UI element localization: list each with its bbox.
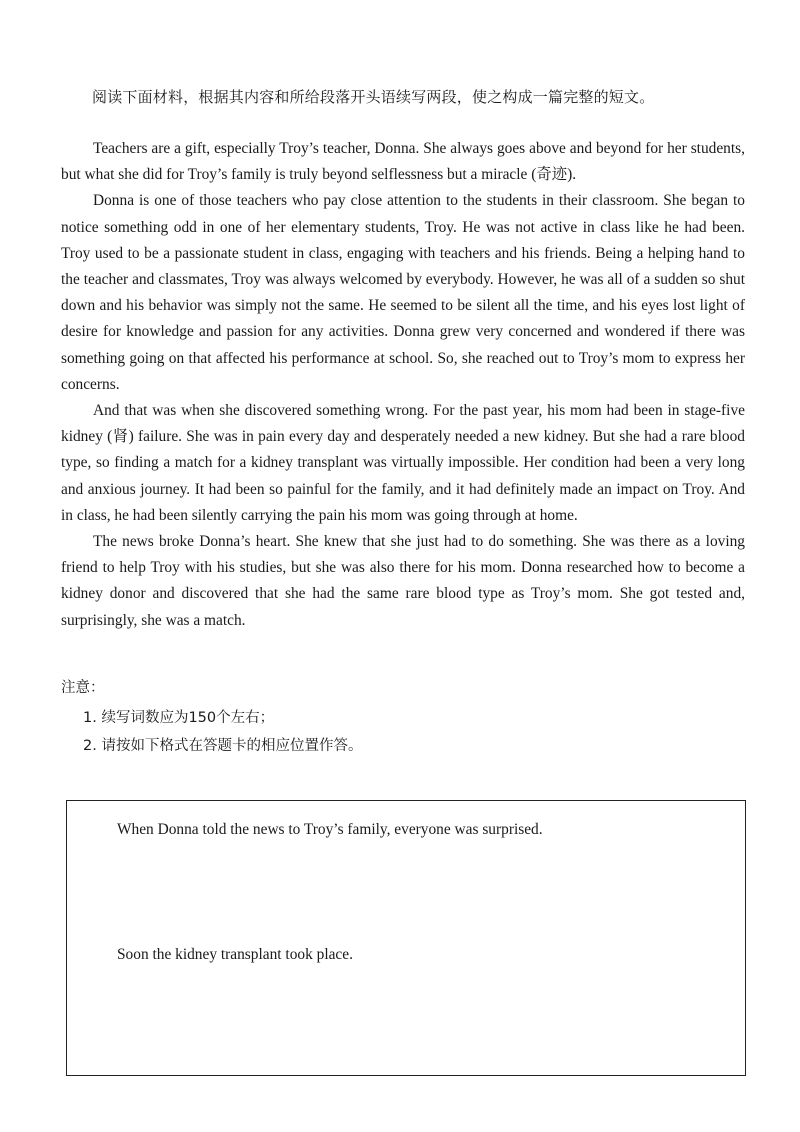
passage-paragraph-2: Donna is one of those teachers who pay close attention to the students in their classroom. She began to notice something odd in one of her elementary students, Troy. He was not active in class like he had been. Troy used to be a passionate student in class, engaging with teachers and his friends. Being a helping hand to the teacher and classmates, Troy was always welcomed by everybody. However, he was all of a sudden so shut down and his behavior was simply not the same. He seemed to be silent all the time, and his eyes lost light of desire for knowledge and passion for any activities. Donna grew very concerned and wondered if there was something going on that affected his performance at school. So, she reached out to Troy’s mom to express her concerns.: [61, 192, 745, 393]
note-item-format: 2. 请按如下格式在答题卡的相应位置作答。: [83, 738, 363, 754]
notes-heading: 注意：: [61, 680, 105, 696]
paragraph-opener-1: When Donna told the news to Troy’s family, everyone was surprised.: [117, 821, 543, 838]
task-instruction: 阅读下面材料，根据其内容和所给段落开头语续写两段，使之构成一篇完整的短文。: [92, 88, 655, 106]
notes-section: [61, 676, 661, 763]
answer-box[interactable]: [66, 800, 746, 1076]
passage-paragraph-1: Teachers are a gift, especially Troy’s teacher, Donna. She always goes above and beyond for her students, but what she did for Troy’s family is truly beyond selflessness but a miracle (奇迹).: [61, 140, 745, 184]
paragraph-opener-2: Soon the kidney transplant took place.: [117, 946, 353, 963]
note-item-word-count: 1. 续写词数应为150个左右；: [83, 710, 275, 726]
reading-passage: [61, 136, 745, 634]
passage-paragraph-3: And that was when she discovered something wrong. For the past year, his mom had been in stage-five kidney (肾) failure. She was in pain every day and desperately needed a new kidney. But she had a rare blood type, so finding a match for a kidney transplant was virtually impossible. Her condition had been a very long and anxious journey. It had been so painful for the family, and it had definitely made an impact on Troy. And in class, he had been silently carrying the pain his mom was going through at home.: [61, 402, 745, 524]
passage-paragraph-4: The news broke Donna’s heart. She knew that she just had to do something. She was there as a loving friend to help Troy with his studies, but she was also there for his mom. Donna researched how to become a kidney donor and discovered that she had the same rare blood type as Troy’s mom. She got tested and, surprisingly, she was a match.: [61, 533, 745, 629]
